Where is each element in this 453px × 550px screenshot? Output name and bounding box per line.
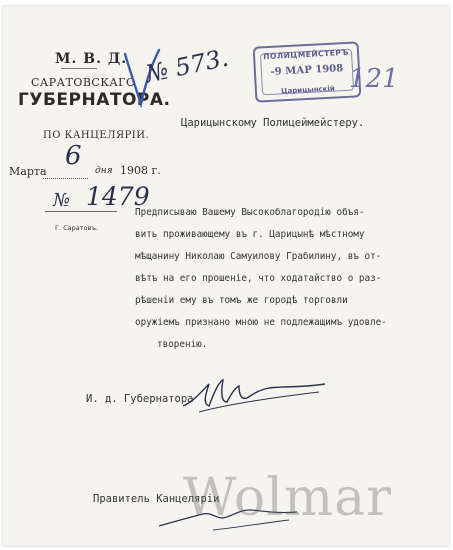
addressee: Царицынскому Полицеймейстеру. [181, 117, 365, 129]
body-line: вѣтъ на его прошеніе, что ходатайство о раз- [135, 273, 382, 284]
body-paragraph [135, 202, 441, 356]
handwritten-mark: 121 [349, 64, 399, 94]
city-label: Г. Саратовъ. [55, 224, 98, 232]
body-line: Предписываю Вашему Высокоблагородію объя- [135, 207, 365, 218]
signature-role: И. д. Губернатора [86, 393, 194, 405]
body-line: вить проживающему въ г. Царицынѣ мѣстному [135, 229, 365, 240]
body-line: оружіемъ признано мною не подлежащимъ удовле- [135, 317, 387, 328]
letterhead-rule [61, 68, 97, 69]
body-line: творенію. [157, 339, 208, 350]
number-underline [45, 211, 117, 212]
date-day: 6 [65, 141, 82, 171]
body-line: рѣшеніи ему въ томъ же городѣ торговли [135, 295, 348, 306]
letterhead-office: ГУБЕРНАТОРА. [18, 90, 171, 110]
stamp-date: -9 МАР 1908 [270, 63, 344, 78]
body-line: мѣщанину Николаю Самуилову Грабилину, въ от- [135, 251, 382, 262]
stamp-bottom-text: Царицынскій [280, 84, 335, 96]
handwritten-number: № 573. [143, 43, 231, 89]
receipt-stamp [253, 41, 362, 102]
date-year: 1908 г. [120, 164, 161, 177]
outgoing-number: 1479 [86, 182, 150, 211]
number-sign: № [53, 190, 71, 211]
letterhead-department: ПО КАНЦЕЛЯРІИ. [43, 130, 150, 141]
date-month: Марта [9, 165, 47, 178]
watermark: Wolmar [183, 468, 393, 528]
governor-signature-icon [179, 372, 329, 416]
stamp-top-text: ПОЛИЦМЕЙСТЕРЪ [263, 47, 350, 62]
date-day-word: дня [95, 166, 113, 176]
letterhead-province: САРАТОВСКАГО [31, 76, 136, 89]
document-page [3, 6, 449, 546]
letterhead-ministry: М. В. Д. [55, 51, 128, 67]
chancellery-head: Правитель Канцеляріи [93, 493, 220, 505]
date-dotted-line [43, 178, 88, 179]
